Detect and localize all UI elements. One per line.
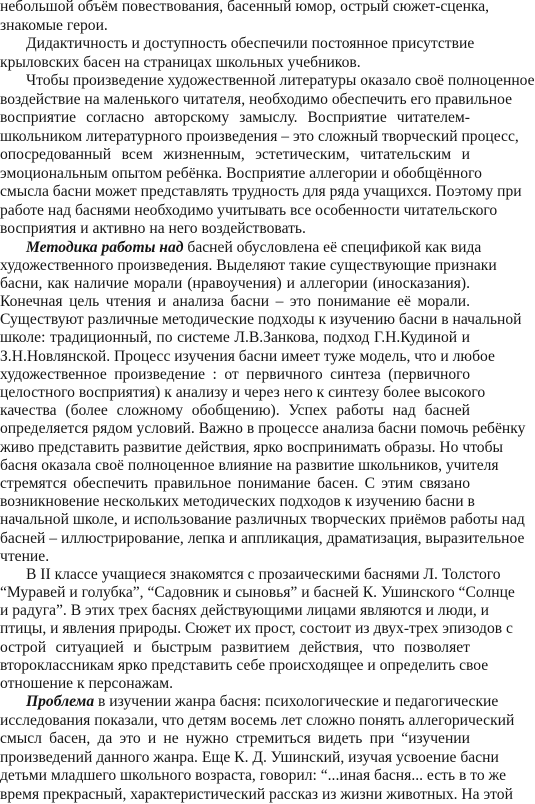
text-line: острой ситуацией и быстрым развитием действия, что позволяет: [0, 638, 470, 656]
text-line: эмоциональным опытом ребёнка. Восприятие аллегории и обобщённого: [0, 164, 482, 182]
paragraph-methodology: [0, 238, 526, 566]
problem-lead: Проблема: [26, 693, 95, 711]
paragraph-didactic: [0, 35, 474, 72]
text-line: чтение.: [0, 547, 50, 565]
text-line: возникновение нескольких методических подходов к изучению басни в: [0, 493, 475, 511]
text-line: и радуга”. В этих трех баснях действующими лицами являются и люди, и: [0, 602, 489, 620]
text-line: стремятся обеспечить правильное понимание басен. С этим связано: [0, 474, 470, 492]
text-line: Дидактичность и доступность обеспечили постоянное присутствие: [26, 35, 475, 52]
paragraph-problem: [0, 693, 515, 804]
text-run: в изучении жанра басня: психологические и педагогические: [94, 693, 499, 711]
text-line: крыловских басен на страницах школьных учебников.: [0, 53, 361, 71]
text-line: басни, как наличие морали (нравоучения) и аллегории (иносказания).: [0, 274, 470, 292]
text-line: отношение к персонажам.: [0, 675, 173, 692]
text-line: качества (более сложному обобщению). Успех работы над басней: [0, 402, 470, 420]
text-line: второклассникам ярко представить себе происходящее и определить свое: [0, 656, 489, 674]
text-line: художественное произведение : от первичного синтеза (первичного: [0, 365, 470, 383]
text-line: целостного восприятия) к анализу и через него к синтезу более высокого: [0, 384, 486, 401]
text-line: воздействие на маленького читателя, необходимо обеспечить его правильное: [0, 90, 513, 108]
text-line: восприятия и активно на него воздействовать.: [0, 220, 306, 237]
text-line: живо представить развитие действия, ярко воспринимать образы. Но чтобы: [0, 438, 504, 456]
text-line: время прекрасный, характеристический рассказ из жизни животных. На этой: [0, 785, 513, 803]
paragraph-second-grade: [0, 565, 515, 693]
text-line: В II классе учащиеся знакомятся с прозаическими баснями Л. Толстого: [26, 565, 501, 583]
text-run: басней обусловлена её спецификой как вида: [183, 238, 482, 256]
text-line: смысл басен, да это и не нужно стремиться видеть при “изучении: [0, 730, 470, 748]
text-line: школьником литературного произведения – это сложный творческий процесс,: [0, 127, 519, 145]
text-line: смысла басни может представлять трудность для ряда учащихся. Поэтому при: [0, 183, 522, 200]
text-line: [0, 238, 482, 257]
text-line: произведений данного жанра. Еще К. Д. Ушинский, изучая усвоение басни: [0, 748, 499, 766]
text-line: небольшой объём повествования, басенный юмор, острый сюжет-сценка,: [0, 0, 490, 15]
methodology-lead: Методика работы над: [26, 238, 184, 256]
text-line: детьми младшего школьного возраста, говорил: “...иная басня... есть в то же: [0, 767, 507, 785]
text-line: исследования показали, что детям восемь лет сложно понять аллегорический: [0, 711, 515, 729]
text-line: Существуют различные методические подходы к изучению басни в начальной: [0, 311, 522, 329]
text-line: басней – иллюстрирование, лепка и аппликация, драматизация, выразительное: [0, 529, 525, 547]
text-line: начальной школе, и использование различных творческих приёмов работы над: [0, 511, 525, 529]
text-line: З.Н.Новлянской. Процесс изучения басни имеет туже модель, что и любое: [0, 347, 495, 365]
text-line: басня оказала своё полноценное влияние на развитие школьников, учителя: [0, 456, 499, 474]
text-line: [0, 693, 499, 712]
text-line: восприятие согласно авторскому замыслу. Восприятие читателем-: [0, 109, 470, 126]
text-line: Конечная цель чтения и анализа басни – это понимание её морали.: [0, 293, 470, 311]
text-line: определяется рядом условий. Важно в процессе анализа басни помочь ребёнку: [0, 420, 526, 438]
text-line: “Муравей и голубка”, “Садовник и сыновья” и басней К. Ушинского “Солнце: [0, 584, 515, 602]
text-line: Чтобы произведение художественной литературы оказало своё полноценное: [26, 72, 535, 89]
text-line: школе: традиционный, по системе Л.В.Занкова, подход Г.Н.Кудиной и: [0, 329, 470, 347]
text-line: птицы, и явления природы. Сюжет их прост, состоит из двух-трех эпизодов с: [0, 620, 513, 638]
paragraph-intro-tail: [0, 0, 490, 35]
text-line: знакомые герои.: [0, 16, 108, 34]
text-line: опосредованный всем жизненным, эстетическим, читательским и: [0, 146, 470, 163]
text-line: работе над баснями необходимо учитывать все особенности читательского: [0, 201, 498, 219]
text-line: художественного произведения. Выделяют такие существующие признаки: [0, 256, 497, 274]
paragraph-perception: [0, 72, 535, 239]
